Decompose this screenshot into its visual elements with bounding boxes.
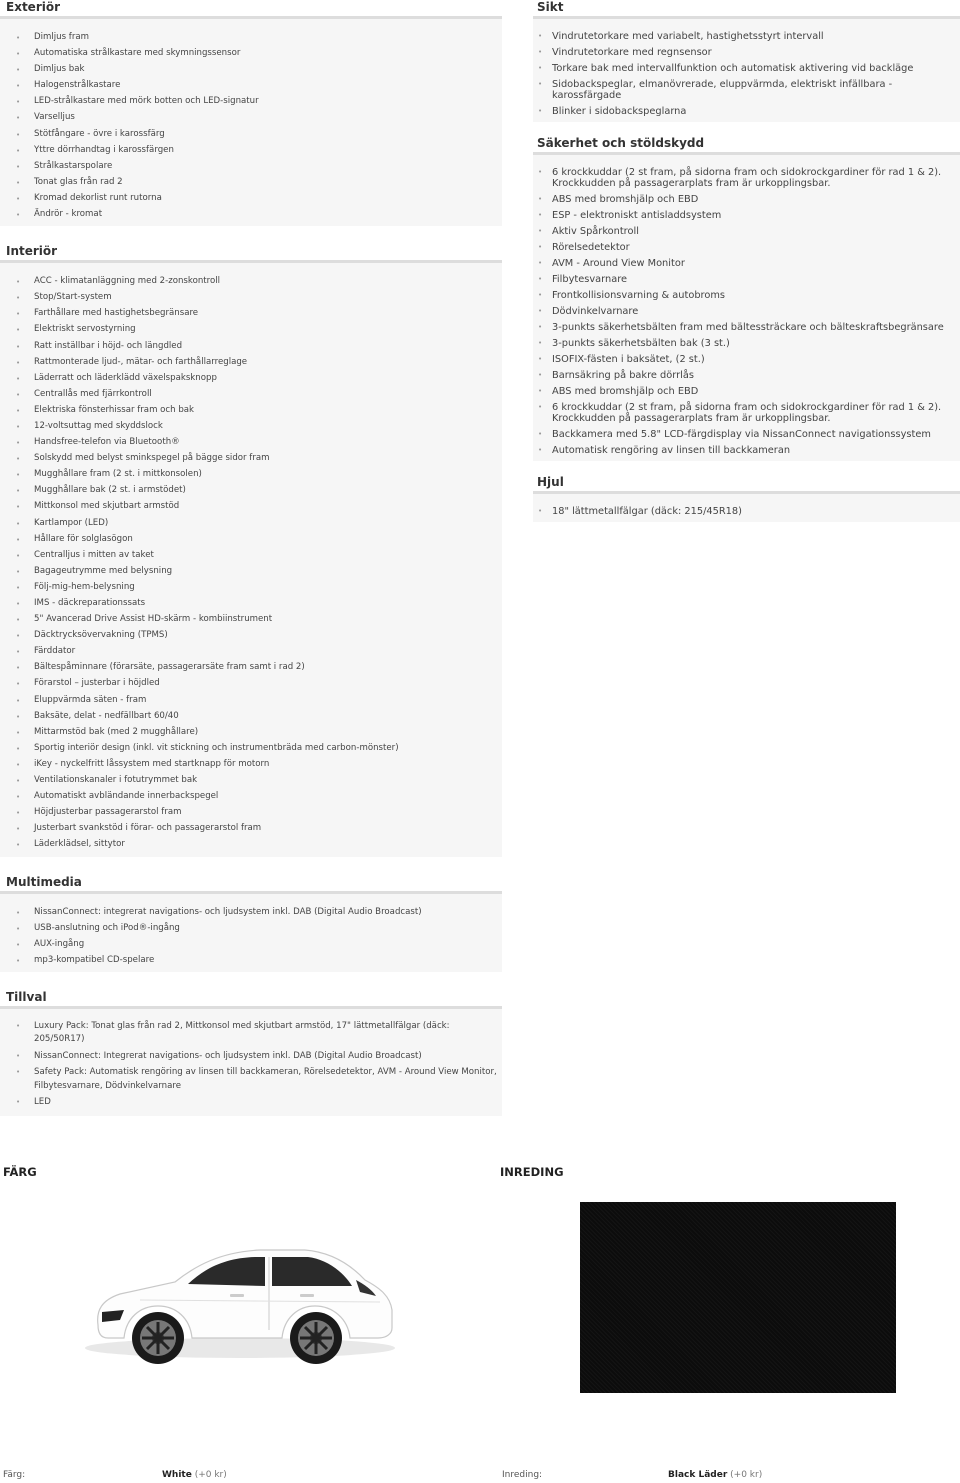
list-item: • ABS med bromshjälp och EBD bbox=[533, 384, 960, 400]
interior-heading: INREDING bbox=[500, 1165, 564, 1179]
list-item: • AUX-ingång bbox=[0, 936, 502, 952]
list-item: • Automatiskt avbländande innerbackspegel bbox=[0, 788, 502, 804]
list-item: • Däcktrycksövervakning (TPMS) bbox=[0, 627, 502, 643]
list-item: • Justerbart svankstöd i förar- och passagerarstol fram bbox=[0, 820, 502, 836]
list-item: • Stötfångare - övre i karossfärg bbox=[0, 126, 502, 142]
list-item: • Automatiska strålkastare med skymningssensor bbox=[0, 45, 502, 61]
feature-list bbox=[0, 19, 502, 226]
list-item: • Luxury Pack: Tonat glas från rad 2, Mittkonsol med skjutbart armstöd, 17" lättmetallfälgar (däck: 205/50R17) bbox=[0, 1019, 502, 1049]
list-item: • Frontkollisionsvarning & autobroms bbox=[533, 288, 960, 304]
list-item: • 3-punkts säkerhetsbälten bak (3 st.) bbox=[533, 336, 960, 352]
list-item: • IMS - däckreparationssats bbox=[0, 595, 502, 611]
list-item: • Vindrutetorkare med variabelt, hastighetsstyrt intervall bbox=[533, 29, 960, 45]
list-item: • 18" lättmetallfälgar (däck: 215/45R18) bbox=[533, 504, 960, 520]
list-item: • Rörelsedetektor bbox=[533, 240, 960, 256]
list-item: • Yttre dörrhandtag i karossfärgen bbox=[0, 142, 502, 158]
list-item: • Dödvinkelvarnare bbox=[533, 304, 960, 320]
list-item: • Ventilationskanaler i fotutrymmet bak bbox=[0, 772, 502, 788]
list-item: • Safety Pack: Automatisk rengöring av linsen till backkameran, Rörelsedetektor, AVM - Around View Monitor, Filbytesvarnare, Dödvinkelvarnare bbox=[0, 1065, 502, 1095]
section-right-2 bbox=[533, 475, 960, 522]
color-footer-value: White (+0 kr) bbox=[162, 1470, 227, 1480]
list-item: • Vindrutetorkare med regnsensor bbox=[533, 45, 960, 61]
list-item: • Eluppvärmda säten - fram bbox=[0, 692, 502, 708]
list-item: • Kartlampor (LED) bbox=[0, 515, 502, 531]
list-item: • Mugghållare bak (2 st. i armstödet) bbox=[0, 482, 502, 498]
list-item: • ABS med bromshjälp och EBD bbox=[533, 192, 960, 208]
list-item: • Ratt inställbar i höjd- och längdled bbox=[0, 338, 502, 354]
list-item: • Läderklädsel, sittytor bbox=[0, 836, 502, 852]
list-item: • Tonat glas från rad 2 bbox=[0, 174, 502, 190]
section-left-2 bbox=[0, 875, 502, 972]
list-item: • 6 krockkuddar (2 st fram, på sidorna fram och sidokrockgardiner för rad 1 & 2). Krockkudden på passagerarplats fram är urkopplingsbar. bbox=[533, 165, 960, 192]
list-item: • Elektriska fönsterhissar fram och bak bbox=[0, 402, 502, 418]
list-item: • Dimljus fram bbox=[0, 29, 502, 45]
list-item: • 12-voltsuttag med skyddslock bbox=[0, 418, 502, 434]
list-item: • Stop/Start-system bbox=[0, 289, 502, 305]
list-item: • Bagageutrymme med belysning bbox=[0, 563, 502, 579]
list-item: • iKey - nyckelfritt låssystem med startknapp för motorn bbox=[0, 756, 502, 772]
section-right-0 bbox=[533, 0, 960, 122]
section-left-3 bbox=[0, 990, 502, 1116]
list-item: • LED bbox=[0, 1095, 502, 1112]
list-item: • Hållare för solglasögon bbox=[0, 531, 502, 547]
list-item: • 3-punkts säkerhetsbälten fram med bältessträckare och bälteskraftsbegränsare bbox=[533, 320, 960, 336]
section-left-1 bbox=[0, 244, 502, 856]
section-title: Interiör bbox=[0, 244, 502, 263]
list-item: • Bältespåminnare (förarsäte, passagerarsäte fram samt i rad 2) bbox=[0, 659, 502, 675]
color-heading: FÄRG bbox=[3, 1165, 37, 1179]
color-footer-label: Färg: bbox=[3, 1470, 26, 1480]
list-item: • Följ-mig-hem-belysning bbox=[0, 579, 502, 595]
list-item: • Aktiv Spårkontroll bbox=[533, 224, 960, 240]
list-item: • 5" Avancerad Drive Assist HD-skärm - kombiinstrument bbox=[0, 611, 502, 627]
list-item: • Kromad dekorlist runt rutorna bbox=[0, 190, 502, 206]
section-title: Exteriör bbox=[0, 0, 502, 19]
list-item: • Färddator bbox=[0, 643, 502, 659]
section-title: Hjul bbox=[533, 475, 960, 494]
section-title: Sikt bbox=[533, 0, 960, 19]
list-item: • LED-strålkastare med mörk botten och LED-signatur bbox=[0, 93, 502, 109]
list-item: • mp3-kompatibel CD-spelare bbox=[0, 952, 502, 968]
list-item: • Ändrör - kromat bbox=[0, 206, 502, 222]
list-item: • Mittarmstöd bak (med 2 mugghållare) bbox=[0, 724, 502, 740]
feature-list bbox=[533, 494, 960, 522]
list-item: • Förarstol – justerbar i höjdled bbox=[0, 675, 502, 691]
list-item: • Halogenstrålkastare bbox=[0, 77, 502, 93]
list-item: • Barnsäkring på bakre dörrlås bbox=[533, 368, 960, 384]
list-item: • Filbytesvarnare bbox=[533, 272, 960, 288]
feature-list bbox=[533, 155, 960, 461]
list-item: • NissanConnect: Integrerat navigations- och ljudsystem inkl. DAB (Digital Audio Broadcast) bbox=[0, 1049, 502, 1066]
list-item: • Höjdjusterbar passagerarstol fram bbox=[0, 804, 502, 820]
list-item: • Mittkonsol med skjutbart armstöd bbox=[0, 498, 502, 514]
list-item: • Rattmonterade ljud-, mätar- och farthållarreglage bbox=[0, 354, 502, 370]
list-item: • Centrallås med fjärrkontroll bbox=[0, 386, 502, 402]
list-item: • Läderratt och läderklädd växelspaksknopp bbox=[0, 370, 502, 386]
feature-list bbox=[0, 894, 502, 972]
feature-list bbox=[0, 263, 502, 856]
car-side-icon bbox=[80, 1230, 405, 1370]
section-title: Säkerhet och stöldskydd bbox=[533, 136, 960, 155]
list-item: • Backkamera med 5.8" LCD-färgdisplay via NissanConnect navigationssystem bbox=[533, 427, 960, 443]
interior-footer-label: Inreding: bbox=[502, 1470, 543, 1480]
list-item: • Dimljus bak bbox=[0, 61, 502, 77]
list-item: • USB-anslutning och iPod®-ingång bbox=[0, 920, 502, 936]
list-item: • 6 krockkuddar (2 st fram, på sidorna fram och sidokrockgardiner för rad 1 & 2). Krockkudden på passagerarplats fram är urkopplingsbar. bbox=[533, 400, 960, 427]
car-image bbox=[80, 1230, 405, 1370]
list-item: • Strålkastarspolare bbox=[0, 158, 502, 174]
left-column bbox=[0, 0, 502, 1116]
section-title: Tillval bbox=[0, 990, 502, 1009]
list-item: • Torkare bak med intervallfunktion och automatisk aktivering vid backläge bbox=[533, 61, 960, 77]
list-item: • Handsfree-telefon via Bluetooth® bbox=[0, 434, 502, 450]
list-item: • Sportig interiör design (inkl. vit stickning och instrumentbräda med carbon-mönster) bbox=[0, 740, 502, 756]
list-item: • Centralljus i mitten av taket bbox=[0, 547, 502, 563]
list-item: • ACC - klimatanläggning med 2-zonskontroll bbox=[0, 273, 502, 289]
list-item: • Automatisk rengöring av linsen till backkameran bbox=[533, 443, 960, 459]
section-right-1 bbox=[533, 136, 960, 461]
list-item: • Elektriskt servostyrning bbox=[0, 321, 502, 337]
list-item: • ESP - elektroniskt antisladdsystem bbox=[533, 208, 960, 224]
list-item: • AVM - Around View Monitor bbox=[533, 256, 960, 272]
list-item: • Solskydd med belyst sminkspegel på bägge sidor fram bbox=[0, 450, 502, 466]
section-left-0 bbox=[0, 0, 502, 226]
feature-list bbox=[533, 19, 960, 122]
list-item: • ISOFIX-fästen i baksätet, (2 st.) bbox=[533, 352, 960, 368]
interior-fabric-swatch bbox=[580, 1202, 896, 1393]
section-title: Multimedia bbox=[0, 875, 502, 894]
list-item: • Farthållare med hastighetsbegränsare bbox=[0, 305, 502, 321]
list-item: • Blinker i sidobackspeglarna bbox=[533, 104, 960, 120]
interior-footer-value: Black Läder (+0 kr) bbox=[668, 1470, 763, 1480]
right-column bbox=[533, 0, 960, 522]
list-item: • Sidobackspeglar, elmanövrerade, eluppvärmda, elektriskt infällbara - karossfärgade bbox=[533, 77, 960, 104]
list-item: • NissanConnect: integrerat navigations- och ljudsystem inkl. DAB (Digital Audio Broadcast) bbox=[0, 904, 502, 920]
list-item: • Varselljus bbox=[0, 109, 502, 125]
list-item: • Mugghållare fram (2 st. i mittkonsolen) bbox=[0, 466, 502, 482]
feature-list bbox=[0, 1009, 502, 1116]
list-item: • Baksäte, delat - nedfällbart 60/40 bbox=[0, 708, 502, 724]
